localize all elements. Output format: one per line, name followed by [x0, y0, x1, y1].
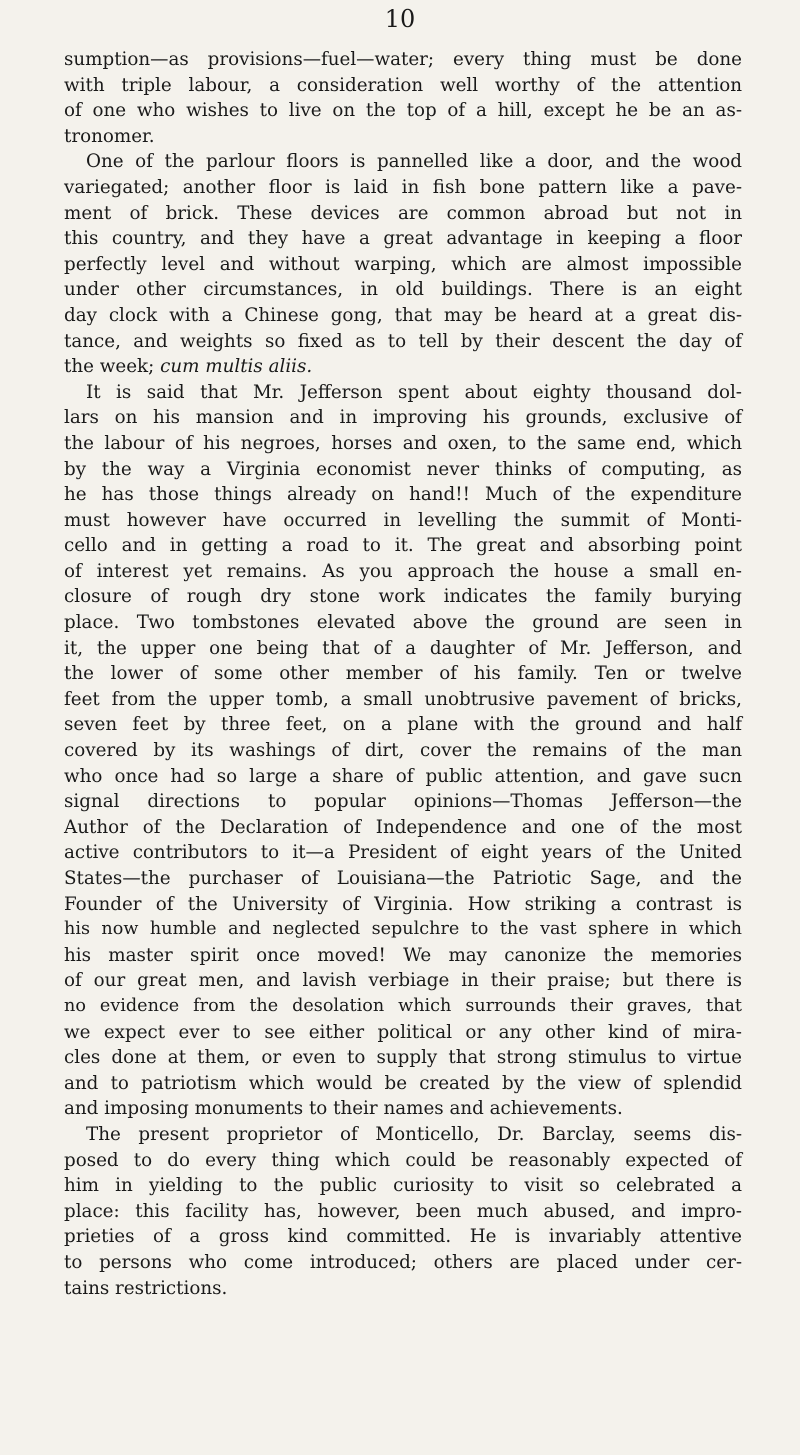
text-line: under other circumstances, in old buildings. There is an eight — [64, 279, 742, 301]
text-line: it, the upper one being that of a daughter of Mr. Jefferson, and — [64, 637, 742, 659]
text-line: of one who wishes to live on the top of a hill, except he be an as- — [64, 100, 742, 122]
paragraph-start: The present proprietor of Monticello, Dr. Barclay, seems dis- — [86, 1123, 742, 1145]
text-line: tance, and weights so fixed as to tell by their descent the day of — [64, 330, 742, 352]
text-line: him in yielding to the public curiosity to visit so celebrated a — [64, 1175, 742, 1197]
text-line: with triple labour, a consideration well worthy of the attention — [64, 74, 742, 96]
text-line: cello and in getting a road to it. The great and absorbing point — [64, 535, 742, 557]
text-line: Author of the Declaration of Independence and one of the most — [64, 816, 742, 838]
text-line: place: this facility has, however, been much abused, and impro- — [64, 1200, 742, 1222]
text-line: and to patriotism which would be created by the view of splendid — [64, 1072, 742, 1094]
text-line — [64, 354, 742, 380]
text-line: lars on his mansion and in improving his grounds, exclusive of — [64, 407, 742, 429]
text-line: place. Two tombstones elevated above the ground are seen in — [64, 612, 742, 634]
text-line: tains restrictions. — [64, 1277, 228, 1299]
text-line: active contributors to it—a President of eight years of the United — [64, 842, 742, 864]
text-line: who once had so large a share of public attention, and gave sucn — [64, 765, 742, 787]
text-line: we expect ever to see either political or any other kind of mira- — [64, 1021, 742, 1043]
text-line: no evidence from the desolation which surrounds their graves, that — [64, 995, 742, 1016]
page-number: 10 — [384, 5, 416, 33]
text-line: ment of brick. These devices are common abroad but not in — [64, 202, 742, 224]
text-line: covered by its washings of dirt, cover the remains of the man — [64, 740, 742, 762]
text-line: he has those things already on hand!! Much of the expenditure — [64, 484, 742, 506]
text-line: seven feet by three feet, on a plane with the ground and half — [64, 714, 742, 736]
text-line: variegated; another floor is laid in fish bone pattern like a pave- — [64, 176, 742, 198]
text-line: the lower of some other member of his family. Ten or twelve — [64, 663, 742, 685]
text-line: feet from the upper tomb, a small unobtrusive pavement of bricks, — [64, 688, 742, 710]
text-line: by the way a Virginia economist never thinks of computing, as — [64, 458, 742, 480]
text-line: perfectly level and without warping, which are almost impossible — [64, 253, 742, 275]
text-line: day clock with a Chinese gong, that may be heard at a great dis- — [64, 304, 742, 326]
text-line: Founder of the University of Virginia. How striking a contrast is — [64, 893, 742, 915]
text-line: sumption—as provisions—fuel—water; every thing must be done — [64, 49, 742, 70]
text-line: posed to do every thing which could be reasonably expected of — [64, 1149, 742, 1171]
text-line: of our great men, and lavish verbiage in their praise; but there is — [64, 970, 742, 992]
text-line: tronomer. — [64, 125, 155, 147]
text-line: must however have occurred in levelling the summit of Monti- — [64, 509, 742, 531]
text-line: of interest yet remains. As you approach the house a small en- — [64, 560, 742, 582]
text-line: closure of rough dry stone work indicates the family burying — [64, 586, 742, 608]
text-line: to persons who come introduced; others are placed under cer- — [64, 1251, 742, 1273]
text-line: this country, and they have a great advantage in keeping a floor — [64, 228, 742, 250]
text-line: prieties of a gross kind committed. He is invariably attentive — [64, 1226, 742, 1248]
text-line: cles done at them, or even to supply that strong stimulus to virtue — [64, 1047, 742, 1069]
text-line: and imposing monuments to their names and achievements. — [64, 1098, 623, 1120]
text-line: signal directions to popular opinions—Thomas Jefferson—the — [64, 791, 742, 813]
paragraph-start: It is said that Mr. Jefferson spent about eighty thousand dol- — [86, 381, 742, 403]
text-line: his master spirit once moved! We may canonize the memories — [64, 944, 742, 966]
latin-phrase: cum multis aliis. — [160, 356, 313, 378]
text-segment: the week; — [64, 356, 155, 378]
text-line: his now humble and neglected sepulchre to the vast sphere in which — [64, 919, 742, 940]
paragraph-start: One of the parlour floors is pannelled like a door, and the wood — [86, 151, 742, 173]
text-line: the labour of his negroes, horses and oxen, to the same end, which — [64, 432, 742, 454]
body-text — [64, 47, 742, 1301]
text-line: States—the purchaser of Louisiana—the Patriotic Sage, and the — [64, 868, 742, 889]
